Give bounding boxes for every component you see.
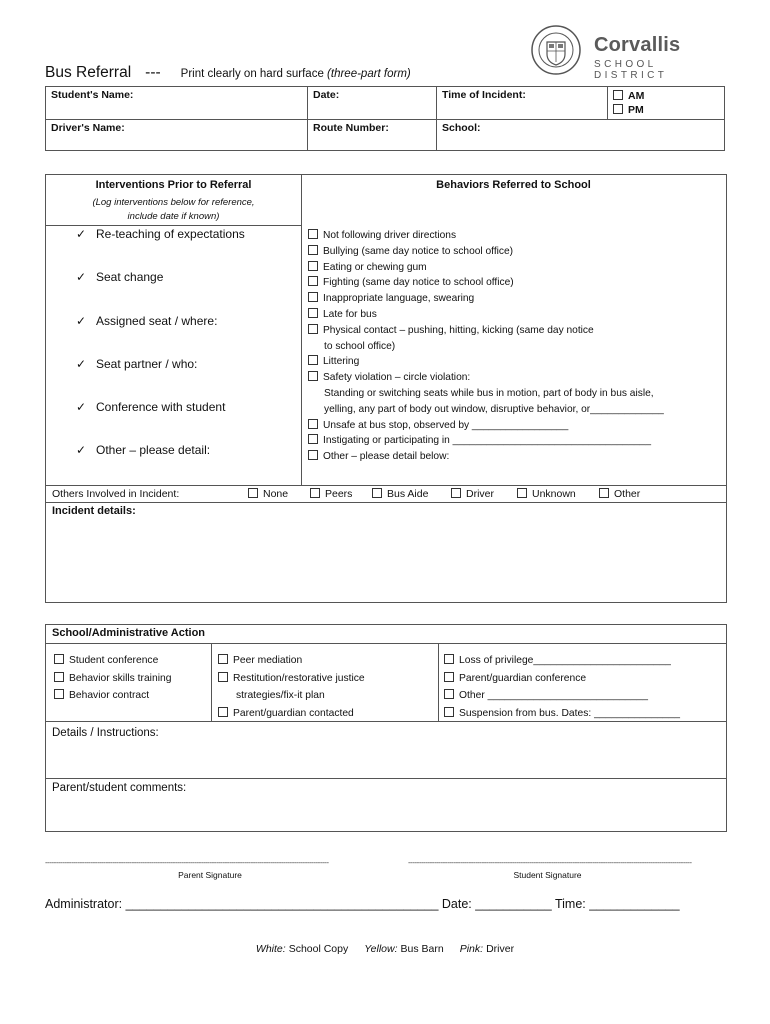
- title-main: Bus Referral: [45, 64, 132, 81]
- behavior-item[interactable]: [308, 260, 664, 276]
- footer-copy-label: White:: [255, 943, 286, 955]
- pm-checkbox[interactable]: [613, 104, 623, 114]
- others-involved-option-label: Unknown: [532, 488, 576, 500]
- admin-action-label: Loss of privilege________________________: [459, 655, 671, 666]
- behavior-label: Safety violation – circle violation:: [323, 372, 471, 384]
- behavior-label: Bullying (same day notice to school office): [323, 245, 514, 257]
- intervention-item[interactable]: [76, 270, 163, 284]
- others-involved-option[interactable]: [310, 488, 352, 500]
- checkbox[interactable]: [54, 672, 64, 682]
- admin-action-label: Behavior skills training: [69, 672, 172, 684]
- others-involved-option-label: Bus Aide: [387, 488, 429, 500]
- admin-action-label: Parent/guardian conference: [459, 672, 587, 684]
- incident-details-label: Incident details:: [52, 505, 136, 517]
- admin-action-label: Behavior contract: [69, 690, 150, 701]
- checkbox[interactable]: [444, 654, 454, 664]
- others-involved-option-label: Driver: [466, 488, 494, 500]
- admin-action-item[interactable]: [218, 652, 365, 670]
- title-dash: ---: [145, 64, 161, 81]
- form-title: [45, 64, 411, 82]
- behavior-item[interactable]: [308, 370, 664, 386]
- route-number-field[interactable]: [308, 120, 437, 151]
- admin-action-col-1: [54, 652, 171, 705]
- behavior-item[interactable]: [308, 307, 664, 323]
- checkbox[interactable]: [308, 308, 318, 318]
- checkbox[interactable]: [218, 707, 228, 717]
- behavior-label: Eating or chewing gum: [323, 261, 427, 273]
- behavior-label: Standing or switching seats while bus in motion, part of body in bus aisle,: [324, 387, 654, 399]
- others-involved-option-label: Other: [614, 488, 641, 500]
- print-note-text: Print clearly on hard surface: [180, 68, 324, 80]
- admin-action-item[interactable]: [218, 670, 365, 688]
- admin-action-item[interactable]: [54, 687, 171, 705]
- school-field[interactable]: [437, 120, 725, 151]
- checkbox[interactable]: [308, 371, 318, 381]
- others-involved-option[interactable]: [451, 488, 494, 500]
- interventions-behaviors-section: [45, 174, 727, 603]
- checkbox[interactable]: [308, 261, 318, 271]
- admin-action-heading: School/Administrative Action: [52, 627, 206, 639]
- behavior-item[interactable]: [308, 323, 664, 339]
- others-involved-option[interactable]: [599, 488, 640, 500]
- checkbox[interactable]: [308, 276, 318, 286]
- checkbox[interactable]: [444, 689, 454, 699]
- behavior-item[interactable]: [308, 291, 664, 307]
- driver-name-field[interactable]: [46, 120, 308, 151]
- checkbox[interactable]: [517, 488, 527, 498]
- pm-label: PM: [628, 104, 644, 116]
- intervention-label: Seat change: [96, 270, 164, 284]
- intervention-label: Seat partner / who:: [96, 357, 198, 371]
- admin-action-col-3: [444, 652, 680, 722]
- checkmark-icon: ✓: [76, 400, 87, 414]
- administrator-line[interactable]: Administrator: _____________________________________________ Date: ___________ Time: _____________: [45, 897, 680, 911]
- district-logo: [530, 24, 720, 81]
- route-number-label: Route Number:: [313, 122, 389, 134]
- checkbox[interactable]: [308, 434, 318, 444]
- behaviors-list: [308, 228, 664, 465]
- admin-action-item: [218, 687, 365, 705]
- details-instructions-label: Details / Instructions:: [52, 727, 159, 739]
- behavior-label: to school office): [324, 340, 396, 352]
- admin-action-label: Other ____________________________: [459, 690, 648, 701]
- checkbox[interactable]: [218, 654, 228, 664]
- time-of-incident-field[interactable]: [437, 87, 608, 120]
- student-signature-label: Student Signature: [513, 870, 582, 880]
- student-name-field[interactable]: [46, 87, 308, 120]
- checkbox[interactable]: [599, 488, 609, 498]
- interventions-subheading-line-1: (Log interventions below for reference,: [92, 197, 255, 208]
- behavior-item[interactable]: [308, 244, 664, 260]
- intervention-item[interactable]: [76, 314, 217, 328]
- admin-action-item[interactable]: [54, 652, 171, 670]
- intervention-item[interactable]: [76, 400, 225, 414]
- am-pm-cell: [608, 87, 725, 120]
- checkmark-icon: ✓: [76, 227, 87, 241]
- checkbox[interactable]: [308, 324, 318, 334]
- checkmark-icon: ✓: [76, 357, 87, 371]
- admin-action-col-2: [218, 652, 365, 722]
- behavior-item[interactable]: [308, 275, 664, 291]
- pm-option[interactable]: [613, 103, 719, 117]
- behavior-item[interactable]: [308, 433, 664, 449]
- behavior-label: Not following driver directions: [323, 230, 457, 241]
- intervention-item[interactable]: [76, 227, 245, 241]
- behavior-label: Inappropriate language, swearing: [323, 293, 475, 305]
- copy-distribution-footer: [0, 943, 770, 955]
- behavior-label: Late for bus: [323, 308, 377, 320]
- others-involved-option[interactable]: [372, 488, 428, 500]
- admin-action-label: Parent/guardian contacted: [233, 707, 354, 719]
- district-subtitle: SCHOOL DISTRICT: [594, 59, 668, 81]
- footer-copy-label: Yellow:: [364, 943, 398, 955]
- intervention-item[interactable]: [76, 443, 210, 457]
- behavior-label: Physical contact – pushing, hitting, kicking (same day notice: [323, 324, 594, 336]
- behavior-item[interactable]: [308, 418, 664, 434]
- date-field[interactable]: [308, 87, 437, 120]
- checkmark-icon: ✓: [76, 270, 87, 284]
- checkbox[interactable]: [248, 488, 258, 498]
- checkbox[interactable]: [308, 419, 318, 429]
- behavior-item: [308, 339, 664, 355]
- checkbox[interactable]: [308, 450, 318, 460]
- admin-action-label: strategies/fix-it plan: [236, 690, 325, 701]
- checkmark-icon: ✓: [76, 314, 87, 328]
- district-seal-icon: [530, 24, 582, 76]
- driver-name-label: Driver's Name:: [51, 122, 125, 134]
- behavior-label: Instigating or participating in ___________________________________: [323, 435, 651, 447]
- footer-copy-value: Driver: [486, 943, 515, 955]
- checkmark-icon: ✓: [76, 443, 87, 457]
- others-involved-row: [52, 488, 641, 500]
- behavior-label: Littering: [323, 356, 360, 368]
- behavior-item: [308, 386, 664, 402]
- district-name: Corvallis: [594, 34, 681, 56]
- interventions-subheading: [46, 196, 301, 224]
- footer-copy-value: School Copy: [288, 943, 349, 955]
- admin-action-section: [45, 624, 727, 832]
- checkbox[interactable]: [372, 488, 382, 498]
- intervention-label: Re-teaching of expectations: [96, 227, 245, 241]
- checkbox[interactable]: [218, 672, 228, 682]
- behavior-label: Fighting (same day notice to school office): [323, 277, 514, 289]
- admin-action-item[interactable]: [444, 705, 680, 723]
- admin-action-label: Student conference: [69, 655, 159, 666]
- behaviors-heading: Behaviors Referred to School: [436, 179, 591, 191]
- behavior-label: Other – please detail below:: [323, 451, 450, 463]
- checkbox[interactable]: [308, 292, 318, 302]
- admin-action-item[interactable]: [444, 670, 680, 688]
- intervention-label: Assigned seat / where:: [96, 314, 218, 328]
- am-option[interactable]: [613, 89, 719, 103]
- checkbox[interactable]: [54, 689, 64, 699]
- checkbox[interactable]: [310, 488, 320, 498]
- checkbox[interactable]: [444, 672, 454, 682]
- behavior-item[interactable]: [308, 354, 664, 370]
- admin-action-label: Suspension from bus. Dates: _______________: [459, 707, 680, 719]
- admin-action-label: Restitution/restorative justice: [233, 672, 365, 684]
- interventions-heading: Interventions Prior to Referral: [95, 179, 252, 191]
- behavior-item[interactable]: [308, 228, 664, 244]
- checkbox[interactable]: [308, 355, 318, 365]
- others-involved-option-label: None: [263, 488, 289, 500]
- checkbox[interactable]: [54, 654, 64, 664]
- student-name-label: Student's Name:: [51, 89, 134, 101]
- checkbox[interactable]: [308, 229, 318, 239]
- admin-action-item[interactable]: [444, 687, 680, 705]
- behavior-label: Unsafe at bus stop, observed by _________________: [323, 419, 569, 431]
- parent-signature-label: Parent Signature: [178, 870, 242, 880]
- admin-action-label: Peer mediation: [233, 655, 303, 666]
- parent-student-comments-label: Parent/student comments:: [52, 782, 187, 794]
- others-involved-option[interactable]: [248, 488, 288, 500]
- student-info-table: [45, 86, 725, 151]
- am-label: AM: [628, 90, 645, 102]
- school-label: School:: [442, 122, 481, 134]
- intervention-label: Conference with student: [96, 400, 226, 414]
- others-involved-label: Others Involved in Incident:: [52, 488, 180, 500]
- admin-action-item[interactable]: [218, 705, 365, 723]
- admin-action-item[interactable]: [444, 652, 680, 670]
- footer-copy-label: Pink:: [459, 943, 484, 955]
- time-of-incident-label: Time of Incident:: [442, 89, 526, 101]
- intervention-item[interactable]: [76, 357, 197, 371]
- checkbox[interactable]: [451, 488, 461, 498]
- am-checkbox[interactable]: [613, 90, 623, 100]
- date-label: Date:: [313, 89, 340, 101]
- admin-action-item[interactable]: [54, 670, 171, 688]
- parent-signature-line[interactable]: -----------------------------------------------------------------------------------------------------------------------------------: [45, 858, 329, 867]
- student-signature-line[interactable]: -----------------------------------------------------------------------------------------------------------------------------------: [408, 858, 692, 867]
- print-note: [181, 68, 411, 80]
- footer-copy-value: Bus Barn: [400, 943, 444, 955]
- behavior-item: [308, 402, 664, 418]
- print-note-italic: (three-part form): [327, 68, 411, 80]
- interventions-subheading-line-2: include date if known): [127, 211, 220, 222]
- behavior-item[interactable]: [308, 449, 664, 465]
- intervention-label: Other – please detail:: [96, 443, 211, 457]
- behavior-label: yelling, any part of body out window, disruptive behavior, or_____________: [324, 403, 664, 415]
- others-involved-option-label: Peers: [325, 488, 353, 500]
- checkbox[interactable]: [308, 245, 318, 255]
- checkbox[interactable]: [444, 707, 454, 717]
- others-involved-option[interactable]: [517, 488, 576, 500]
